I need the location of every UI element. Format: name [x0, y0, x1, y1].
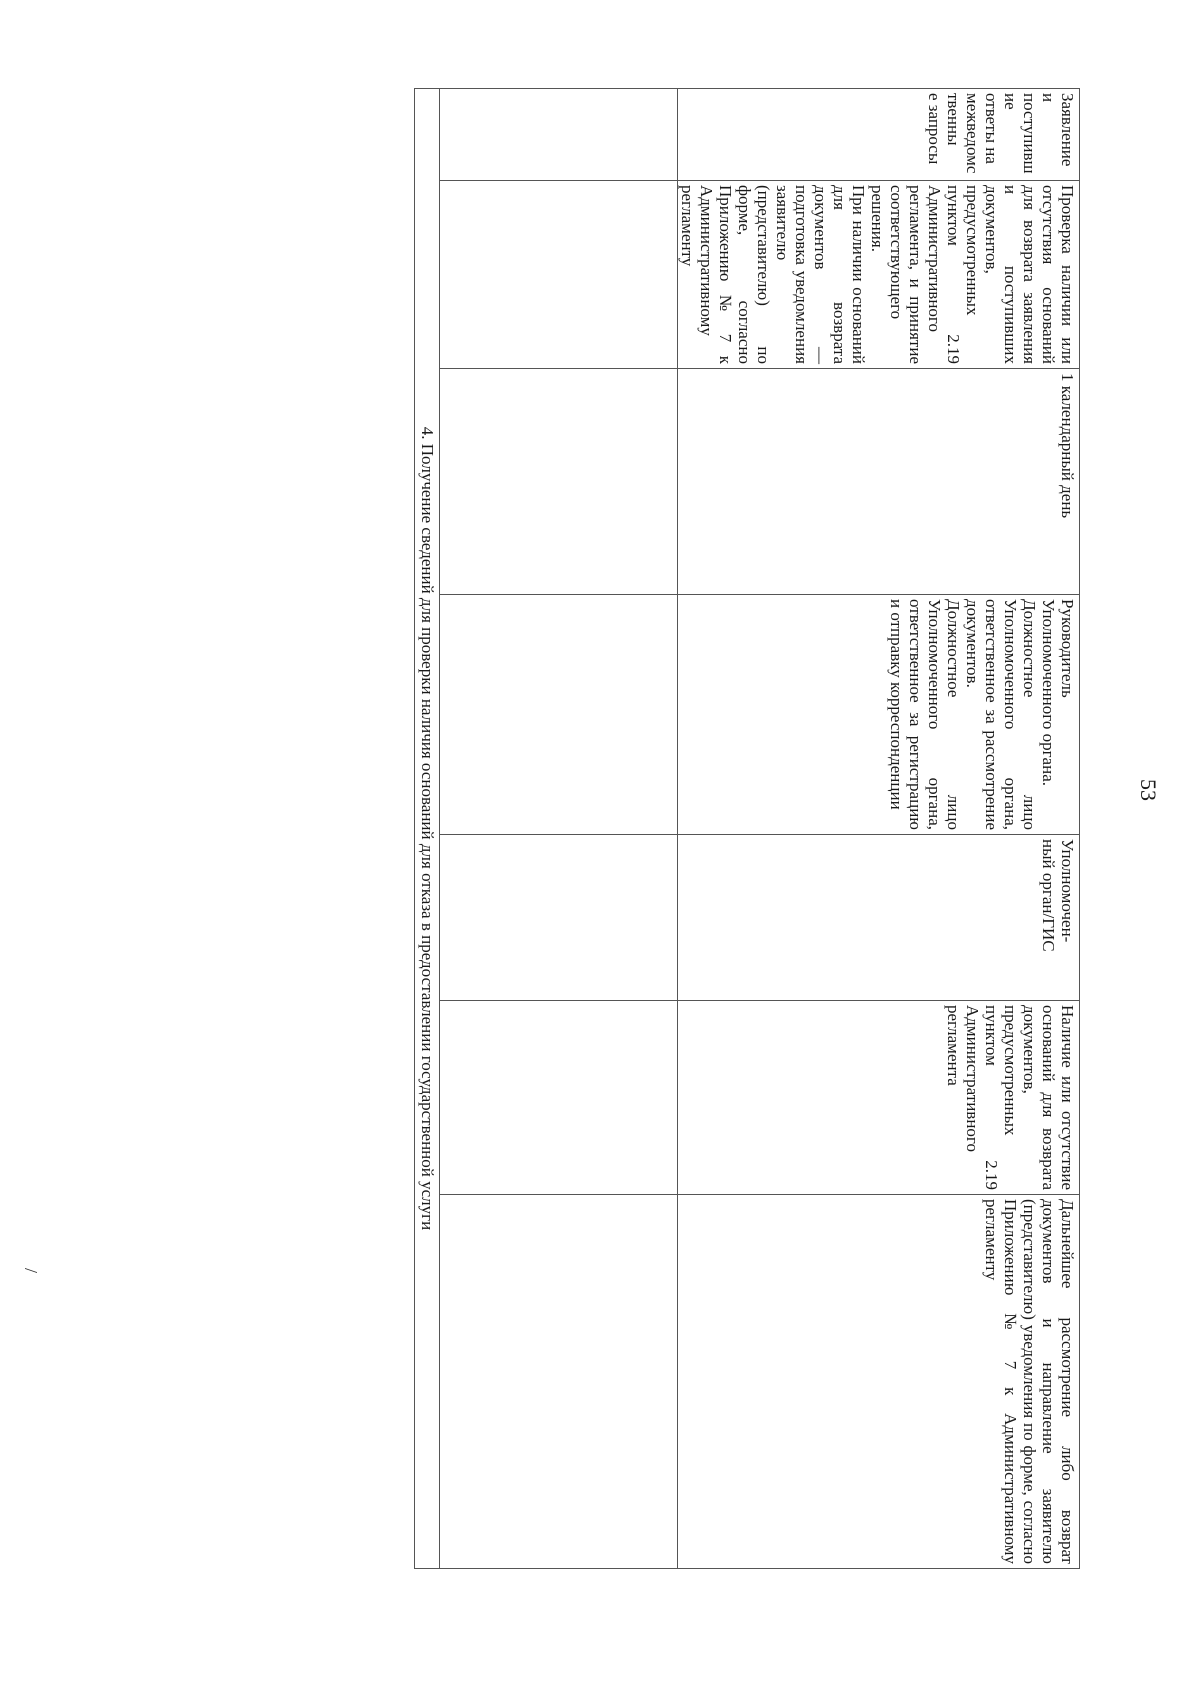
page-number: 53 [1136, 779, 1161, 801]
cell-decision-criteria: Наличие или отсутствие оснований для возврата документов, предусмотренных пунктом 2.19 Административного регламента [678, 1001, 1080, 1195]
cell-responsible-officials: Руководитель Уполномоченного органа. Должностное лицо Уполномоченного органа, ответственное за рассмотрение документов. Должностное лицо Уполномоченного органа, ответственное за регистрацию и отправку корреспонденции [678, 595, 1080, 835]
cell-execution-place: Уполномочен- ный орган/ГИС [678, 835, 1080, 1001]
cell-duration: 1 календарный день [678, 369, 1080, 595]
cell-input-documents: Заявление и поступившие ответы на межведомственны е запросы [678, 89, 1080, 181]
empty-cell [440, 369, 678, 595]
cell-result: Дальнейшее рассмотрение либо возврат документов и направление заявителю (представителю) уведомления по форме, согласно Приложению № 7 к Административному регламенту [678, 1195, 1080, 1569]
regulation-table [414, 88, 1080, 1569]
cell-procedure-content: Проверка наличии или отсутствия оснований для возврата заявления и поступивших документов, предусмотренных пунктом 2.19 Административного регламента, и принятие соответствующего решения. При наличии оснований для возврата документов — подготовка уведомления заявителю (представителю) по форме, согласно Приложению № 7 к Административному регламенту [678, 181, 1080, 369]
section-heading-row [415, 89, 440, 1569]
rotated-table-container [414, 88, 1080, 1568]
empty-cell [440, 1001, 678, 1195]
stray-pen-mark: / [21, 1267, 42, 1274]
empty-cell [440, 1195, 678, 1569]
empty-cell [440, 595, 678, 835]
table-row-empty [440, 89, 678, 1569]
empty-cell [440, 89, 678, 181]
empty-cell [440, 835, 678, 1001]
table-row [678, 89, 1080, 1569]
empty-cell [440, 181, 678, 369]
section-title: 4. Получение сведений для проверки наличия оснований для отказа в предоставлении государственной услуги [415, 89, 440, 1569]
